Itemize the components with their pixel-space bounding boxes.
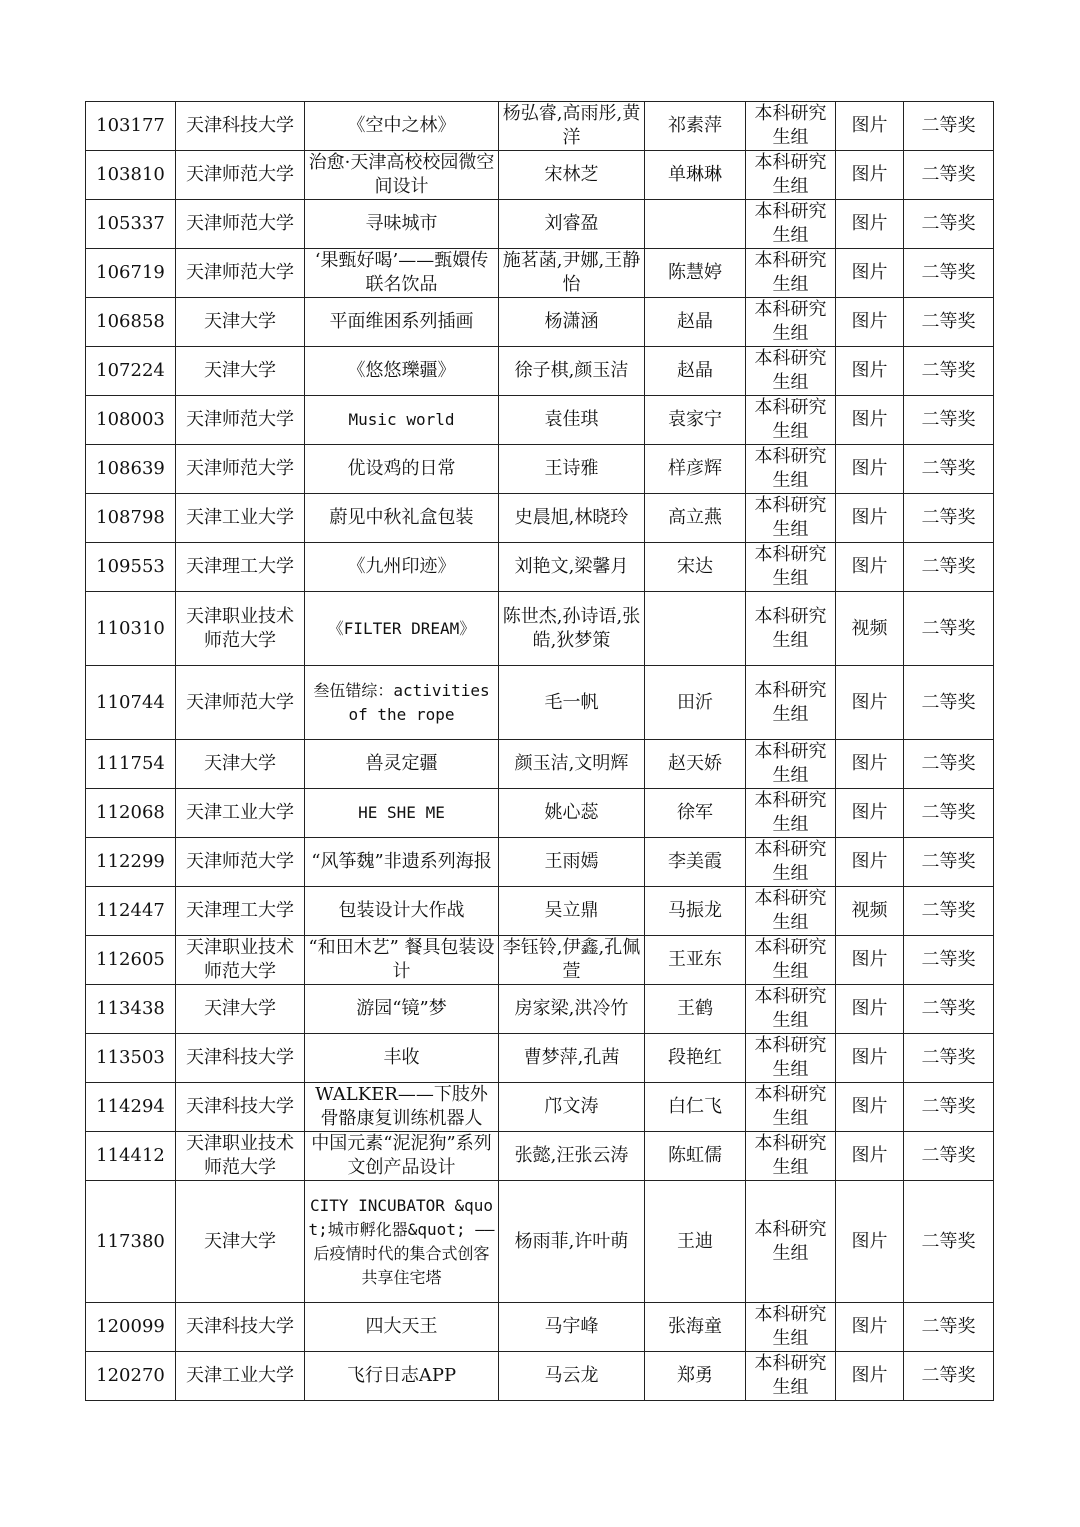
table-row (86, 543, 994, 592)
table-row (86, 592, 994, 666)
entry-id-cell: 113503 (86, 1034, 176, 1083)
work-title-cell: 包装设计大作战 (305, 887, 499, 936)
authors-cell: 吴立鼎 (499, 887, 645, 936)
authors-cell: 张懿,汪张云涛 (499, 1132, 645, 1181)
award-cell: 二等奖 (904, 1083, 994, 1132)
table-row (86, 887, 994, 936)
school-cell: 天津理工大学 (176, 887, 305, 936)
work-title-cell: CITY INCUBATOR &quot;城市孵化器&quot; ——后疫情时代的集合式创客共享住宅塔 (305, 1181, 499, 1303)
entry-id-cell: 108003 (86, 396, 176, 445)
category-cell: 图片 (836, 740, 904, 789)
authors-cell: 陈世杰,孙诗语,张皓,狄梦策 (499, 592, 645, 666)
category-cell: 视频 (836, 592, 904, 666)
group-cell: 本科研究生组 (746, 445, 836, 494)
work-title-cell: ‘果甄好喝’——甄嬛传联名饮品 (305, 249, 499, 298)
award-cell: 二等奖 (904, 396, 994, 445)
work-title-cell: 中国元素“泥泥狗”系列文创产品设计 (305, 1132, 499, 1181)
entry-id-cell: 120099 (86, 1303, 176, 1352)
table-row (86, 1303, 994, 1352)
table-row (86, 298, 994, 347)
award-cell: 二等奖 (904, 592, 994, 666)
table-row (86, 1083, 994, 1132)
advisor-cell: 王亚东 (645, 936, 746, 985)
table-row (86, 102, 994, 151)
entry-id-cell: 107224 (86, 347, 176, 396)
advisor-cell: 徐军 (645, 789, 746, 838)
authors-cell: 史晨旭,林晓玲 (499, 494, 645, 543)
advisor-cell: 张海童 (645, 1303, 746, 1352)
entry-id-cell: 120270 (86, 1352, 176, 1401)
category-cell: 图片 (836, 789, 904, 838)
entry-id-cell: 103177 (86, 102, 176, 151)
school-cell: 天津职业技术师范大学 (176, 592, 305, 666)
work-title-cell: 叁伍错综：activities of the rope (305, 666, 499, 740)
advisor-cell: 赵晶 (645, 347, 746, 396)
award-list-page (85, 101, 993, 1401)
entry-id-cell: 114294 (86, 1083, 176, 1132)
entry-id-cell: 112605 (86, 936, 176, 985)
advisor-cell: 单琳琳 (645, 151, 746, 200)
award-cell: 二等奖 (904, 666, 994, 740)
entry-id-cell: 106858 (86, 298, 176, 347)
authors-cell: 颜玉洁,文明辉 (499, 740, 645, 789)
entry-id-cell: 103810 (86, 151, 176, 200)
table-row (86, 200, 994, 249)
school-cell: 天津大学 (176, 298, 305, 347)
entry-id-cell: 113438 (86, 985, 176, 1034)
group-cell: 本科研究生组 (746, 592, 836, 666)
group-cell: 本科研究生组 (746, 666, 836, 740)
authors-cell: 毛一帆 (499, 666, 645, 740)
group-cell: 本科研究生组 (746, 1303, 836, 1352)
work-title-cell: WALKER——下肢外骨骼康复训练机器人 (305, 1083, 499, 1132)
group-cell: 本科研究生组 (746, 396, 836, 445)
table-row (86, 445, 994, 494)
school-cell: 天津大学 (176, 1181, 305, 1303)
table-row (86, 347, 994, 396)
award-table (85, 101, 994, 1401)
authors-cell: 刘睿盈 (499, 200, 645, 249)
school-cell: 天津师范大学 (176, 396, 305, 445)
table-row (86, 1352, 994, 1401)
authors-cell: 袁佳琪 (499, 396, 645, 445)
advisor-cell: 袁家宁 (645, 396, 746, 445)
entry-id-cell: 105337 (86, 200, 176, 249)
entry-id-cell: 111754 (86, 740, 176, 789)
category-cell: 图片 (836, 1181, 904, 1303)
school-cell: 天津工业大学 (176, 789, 305, 838)
group-cell: 本科研究生组 (746, 789, 836, 838)
authors-cell: 王诗雅 (499, 445, 645, 494)
school-cell: 天津师范大学 (176, 445, 305, 494)
category-cell: 图片 (836, 200, 904, 249)
school-cell: 天津师范大学 (176, 666, 305, 740)
group-cell: 本科研究生组 (746, 298, 836, 347)
entry-id-cell: 109553 (86, 543, 176, 592)
school-cell: 天津大学 (176, 347, 305, 396)
school-cell: 天津工业大学 (176, 494, 305, 543)
advisor-cell: 赵天娇 (645, 740, 746, 789)
award-cell: 二等奖 (904, 887, 994, 936)
table-row (86, 789, 994, 838)
school-cell: 天津理工大学 (176, 543, 305, 592)
category-cell: 图片 (836, 1132, 904, 1181)
group-cell: 本科研究生组 (746, 1352, 836, 1401)
authors-cell: 曹梦萍,孔茜 (499, 1034, 645, 1083)
category-cell: 图片 (836, 396, 904, 445)
authors-cell: 杨弘睿,高雨彤,黄洋 (499, 102, 645, 151)
work-title-cell: 蔚见中秋礼盒包装 (305, 494, 499, 543)
table-row (86, 151, 994, 200)
authors-cell: 宋林芝 (499, 151, 645, 200)
group-cell: 本科研究生组 (746, 1181, 836, 1303)
group-cell: 本科研究生组 (746, 1132, 836, 1181)
advisor-cell: 李美霞 (645, 838, 746, 887)
authors-cell: 马云龙 (499, 1352, 645, 1401)
award-cell: 二等奖 (904, 838, 994, 887)
group-cell: 本科研究生组 (746, 249, 836, 298)
award-cell: 二等奖 (904, 347, 994, 396)
advisor-cell: 段艳红 (645, 1034, 746, 1083)
award-cell: 二等奖 (904, 789, 994, 838)
advisor-cell: 赵晶 (645, 298, 746, 347)
work-title-cell: 优设鸡的日常 (305, 445, 499, 494)
advisor-cell (645, 592, 746, 666)
entry-id-cell: 112447 (86, 887, 176, 936)
work-title-cell: “风筝魏”非遗系列海报 (305, 838, 499, 887)
group-cell: 本科研究生组 (746, 494, 836, 543)
work-title-cell: 游园“镜”梦 (305, 985, 499, 1034)
group-cell: 本科研究生组 (746, 1034, 836, 1083)
authors-cell: 邝文涛 (499, 1083, 645, 1132)
award-cell: 二等奖 (904, 1034, 994, 1083)
advisor-cell: 田沂 (645, 666, 746, 740)
authors-cell: 徐子棋,颜玉洁 (499, 347, 645, 396)
advisor-cell: 马振龙 (645, 887, 746, 936)
work-title-cell: 《FILTER DREAM》 (305, 592, 499, 666)
advisor-cell: 陈慧婷 (645, 249, 746, 298)
school-cell: 天津科技大学 (176, 102, 305, 151)
school-cell: 天津科技大学 (176, 1303, 305, 1352)
award-cell: 二等奖 (904, 298, 994, 347)
work-title-cell: 飞行日志APP (305, 1352, 499, 1401)
award-cell: 二等奖 (904, 936, 994, 985)
award-cell: 二等奖 (904, 102, 994, 151)
school-cell: 天津师范大学 (176, 200, 305, 249)
table-row (86, 936, 994, 985)
group-cell: 本科研究生组 (746, 887, 836, 936)
category-cell: 图片 (836, 1303, 904, 1352)
award-cell: 二等奖 (904, 445, 994, 494)
group-cell: 本科研究生组 (746, 838, 836, 887)
authors-cell: 姚心蕊 (499, 789, 645, 838)
award-cell: 二等奖 (904, 249, 994, 298)
entry-id-cell: 108798 (86, 494, 176, 543)
table-row (86, 1181, 994, 1303)
award-cell: 二等奖 (904, 494, 994, 543)
category-cell: 图片 (836, 494, 904, 543)
award-table-body (86, 102, 994, 1401)
work-title-cell: 四大天王 (305, 1303, 499, 1352)
group-cell: 本科研究生组 (746, 985, 836, 1034)
advisor-cell: 白仁飞 (645, 1083, 746, 1132)
table-row (86, 249, 994, 298)
advisor-cell: 郑勇 (645, 1352, 746, 1401)
authors-cell: 房家梁,洪冷竹 (499, 985, 645, 1034)
group-cell: 本科研究生组 (746, 347, 836, 396)
work-title-cell: “和田木艺” 餐具包装设计 (305, 936, 499, 985)
category-cell: 图片 (836, 298, 904, 347)
award-cell: 二等奖 (904, 151, 994, 200)
group-cell: 本科研究生组 (746, 740, 836, 789)
category-cell: 图片 (836, 838, 904, 887)
authors-cell: 马宇峰 (499, 1303, 645, 1352)
award-cell: 二等奖 (904, 1181, 994, 1303)
award-cell: 二等奖 (904, 1352, 994, 1401)
category-cell: 图片 (836, 347, 904, 396)
category-cell: 图片 (836, 1034, 904, 1083)
group-cell: 本科研究生组 (746, 102, 836, 151)
award-cell: 二等奖 (904, 1303, 994, 1352)
entry-id-cell: 117380 (86, 1181, 176, 1303)
authors-cell: 刘艳文,梁馨月 (499, 543, 645, 592)
table-row (86, 494, 994, 543)
work-title-cell: 丰收 (305, 1034, 499, 1083)
award-cell: 二等奖 (904, 740, 994, 789)
entry-id-cell: 114412 (86, 1132, 176, 1181)
authors-cell: 杨潇涵 (499, 298, 645, 347)
category-cell: 图片 (836, 543, 904, 592)
entry-id-cell: 112299 (86, 838, 176, 887)
school-cell: 天津师范大学 (176, 151, 305, 200)
category-cell: 图片 (836, 249, 904, 298)
entry-id-cell: 106719 (86, 249, 176, 298)
work-title-cell: 《空中之林》 (305, 102, 499, 151)
school-cell: 天津科技大学 (176, 1034, 305, 1083)
table-row (86, 396, 994, 445)
work-title-cell: 《悠悠瓅疆》 (305, 347, 499, 396)
group-cell: 本科研究生组 (746, 543, 836, 592)
work-title-cell: 《九州印迹》 (305, 543, 499, 592)
table-row (86, 838, 994, 887)
work-title-cell: 平面维困系列插画 (305, 298, 499, 347)
category-cell: 图片 (836, 1083, 904, 1132)
award-cell: 二等奖 (904, 1132, 994, 1181)
school-cell: 天津职业技术师范大学 (176, 1132, 305, 1181)
advisor-cell (645, 200, 746, 249)
table-row (86, 740, 994, 789)
work-title-cell: Music world (305, 396, 499, 445)
advisor-cell: 样彦辉 (645, 445, 746, 494)
award-cell: 二等奖 (904, 200, 994, 249)
entry-id-cell: 110310 (86, 592, 176, 666)
award-cell: 二等奖 (904, 543, 994, 592)
work-title-cell: 治愈·天津高校校园微空间设计 (305, 151, 499, 200)
category-cell: 图片 (836, 1352, 904, 1401)
authors-cell: 王雨嫣 (499, 838, 645, 887)
advisor-cell: 王鹤 (645, 985, 746, 1034)
group-cell: 本科研究生组 (746, 200, 836, 249)
category-cell: 图片 (836, 666, 904, 740)
school-cell: 天津大学 (176, 985, 305, 1034)
school-cell: 天津师范大学 (176, 838, 305, 887)
advisor-cell: 祁素萍 (645, 102, 746, 151)
category-cell: 图片 (836, 445, 904, 494)
advisor-cell: 王迪 (645, 1181, 746, 1303)
authors-cell: 施茗菡,尹娜,王静怡 (499, 249, 645, 298)
authors-cell: 杨雨菲,许叶萌 (499, 1181, 645, 1303)
table-row (86, 1034, 994, 1083)
work-title-cell: HE SHE ME (305, 789, 499, 838)
category-cell: 图片 (836, 151, 904, 200)
school-cell: 天津师范大学 (176, 249, 305, 298)
group-cell: 本科研究生组 (746, 151, 836, 200)
authors-cell: 李钰铃,伊鑫,孔佩萱 (499, 936, 645, 985)
school-cell: 天津工业大学 (176, 1352, 305, 1401)
entry-id-cell: 108639 (86, 445, 176, 494)
advisor-cell: 宋达 (645, 543, 746, 592)
entry-id-cell: 112068 (86, 789, 176, 838)
category-cell: 图片 (836, 102, 904, 151)
table-row (86, 985, 994, 1034)
work-title-cell: 寻味城市 (305, 200, 499, 249)
category-cell: 视频 (836, 887, 904, 936)
school-cell: 天津职业技术师范大学 (176, 936, 305, 985)
school-cell: 天津大学 (176, 740, 305, 789)
advisor-cell: 高立燕 (645, 494, 746, 543)
advisor-cell: 陈虹儒 (645, 1132, 746, 1181)
school-cell: 天津科技大学 (176, 1083, 305, 1132)
category-cell: 图片 (836, 936, 904, 985)
table-row (86, 1132, 994, 1181)
category-cell: 图片 (836, 985, 904, 1034)
group-cell: 本科研究生组 (746, 1083, 836, 1132)
entry-id-cell: 110744 (86, 666, 176, 740)
work-title-cell: 兽灵定疆 (305, 740, 499, 789)
table-row (86, 666, 994, 740)
group-cell: 本科研究生组 (746, 936, 836, 985)
award-cell: 二等奖 (904, 985, 994, 1034)
